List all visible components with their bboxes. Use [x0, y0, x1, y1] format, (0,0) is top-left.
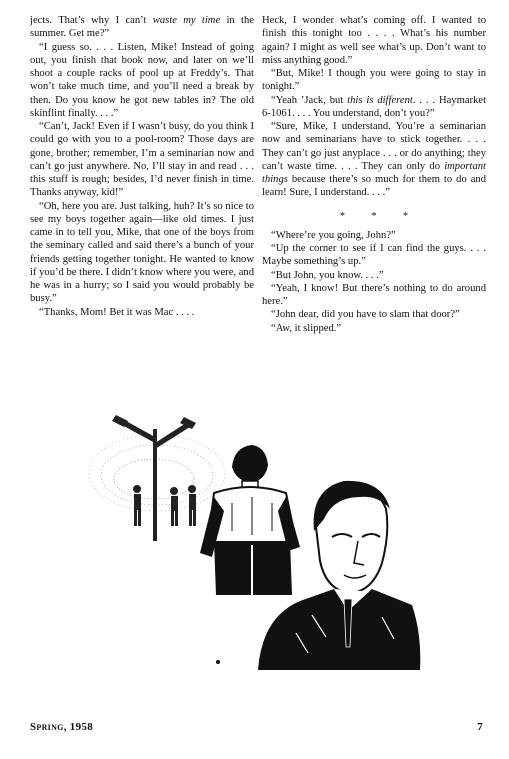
loitering-figures	[133, 485, 196, 526]
text-segment: “John dear, did you have to slam that door?”	[271, 309, 460, 321]
story-paragraph	[262, 282, 486, 309]
left-column	[30, 14, 254, 319]
page-footer	[30, 721, 483, 733]
story-paragraph	[30, 306, 254, 319]
text-segment: “But John, you know. . . .”	[271, 269, 384, 281]
text-segment: “Up the corner to see if I can find the guys. . . . Maybe something’s up.”	[262, 243, 486, 268]
story-paragraph	[262, 229, 486, 242]
street-lamp	[112, 415, 196, 541]
text-segment: “Thanks, Mom! Bet it was Mac . . . .	[39, 306, 195, 318]
young-man-from-behind	[200, 445, 300, 595]
text-segment: “Aw, it slipped.”	[271, 322, 342, 334]
italic-emphasis: important things	[262, 160, 486, 185]
text-segment: “Where’re you going, John?”	[271, 229, 396, 241]
story-paragraph	[262, 322, 486, 335]
italic-emphasis: waste my time	[152, 15, 221, 26]
story-paragraph	[30, 14, 254, 41]
story-paragraph	[262, 120, 486, 200]
story-paragraph	[30, 41, 254, 121]
text-segment: . . . . Haymarket 6-1061. . . . You understand, don’t you?”	[262, 94, 487, 119]
text-segment: “Yeah ’Jack, but	[271, 94, 348, 106]
right-column	[262, 14, 486, 335]
section-separator: * * *	[340, 210, 420, 222]
story-paragraph	[262, 269, 486, 282]
story-paragraph	[30, 120, 254, 200]
text-segment: “But, Mike! I though you were going to stay in tonight.”	[262, 68, 486, 93]
story-paragraph	[30, 200, 254, 306]
text-segment: Heck, I wonder what’s coming off. I wanted to finish this tonight too . . . . What’s his number again? I might as well see what’s up. Don’t want to miss anything good.”	[262, 15, 486, 66]
text-segment: “Yeah, I know! But there’s nothing to do around here.”	[262, 282, 486, 307]
street-scene-vignette	[89, 415, 225, 541]
story-paragraph	[262, 94, 486, 121]
text-segment: because there’s so much for them to do and learn! Sure, I understand. . . .”	[262, 174, 486, 199]
text-segment: “Sure, Mike, I understand. You’re a seminarian now and seminarians have to stick together. . . . They can’t go just anyplace . . . or do anything; they can’t waste time. . . . They can only do	[262, 121, 486, 172]
page-number: 7	[477, 721, 483, 733]
issue-date: Spring, 1958	[30, 721, 93, 733]
text-segment: “Oh, here you are. Just talking, huh? It’s so nice to see my boys together again—like old times. I just came in to tell you, Mike, that one of the boys from the seminary called and said there’s a bunch of your friends getting together tonight. He wanted to know if you’d be there. I didn’t know where you were, and he was in a hurry; so I said you would probably be busy.”	[30, 200, 254, 305]
story-paragraph	[262, 14, 486, 67]
text-segment: in the summer. Get me?”	[30, 15, 255, 40]
story-paragraph	[262, 67, 486, 94]
text-segment: jects. That’s why I can’t	[30, 15, 153, 26]
right-column-top	[262, 14, 486, 200]
story-illustration	[82, 385, 422, 670]
text-segment: “Can’t, Jack! Even if I wasn’t busy, do you think I could go with you to a pool-room? Those days are gone, brother; remember, I’m a seminarian now and can’t go just anywhere. No, I’ll stay in and read . . . this stuff is rough; besides, I’d never finish in time. Thanks anyway, kid!”	[30, 121, 254, 199]
story-paragraph	[262, 242, 486, 269]
story-paragraph	[262, 308, 486, 321]
text-segment: “I guess so. . . . Listen, Mike! Instead of going out, you finish that book now, and later on we’ll shoot a couple racks of pool up at Freddy’s. That won’t take much time, and you’ll need a break by then. Do you know he got new tables in? The old skinflint finally. . . .”	[30, 41, 254, 119]
right-column-bottom	[262, 229, 486, 335]
italic-emphasis: this is different	[347, 94, 413, 106]
